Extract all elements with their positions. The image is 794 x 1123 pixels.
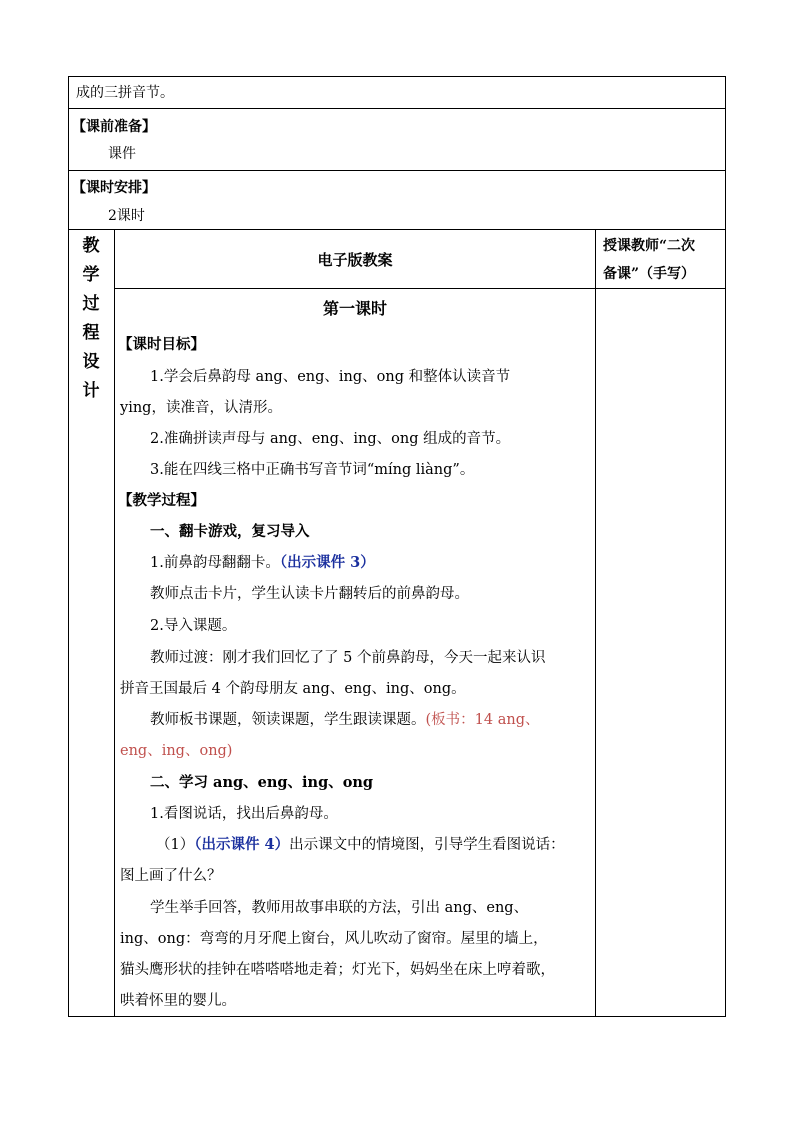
schedule-content: 2课时	[108, 208, 145, 224]
s2-item-1-line-1	[156, 835, 565, 855]
s1-item-2: 2.导入课题。	[150, 618, 237, 634]
process-heading: 【教学过程】	[118, 492, 205, 509]
s2-item-1-text: 出示课文中的情境图，引导学生看图说话：	[289, 837, 565, 853]
schedule-heading: 【课时安排】	[72, 180, 156, 196]
s2-item-1-note: （出示课件 4）	[194, 836, 290, 853]
s1-item-1	[150, 553, 375, 573]
label-char-5: 设	[82, 352, 100, 372]
goal-1-line-2: ying，读准音，认清形。	[120, 400, 282, 416]
label-char-3: 过	[82, 294, 100, 314]
goals-heading: 【课时目标】	[118, 336, 205, 353]
intro-text: 成的三拼音节。	[76, 85, 174, 101]
s2-para-line-2: ing、ong：弯弯的月牙爬上窗台，风儿吹动了窗帘。屋里的墙上，	[120, 931, 548, 947]
s1-item-2-line-3-text: 教师板书课题，领读课题，学生跟读课题。	[150, 712, 426, 728]
row-schedule	[68, 170, 726, 230]
s1-item-1-text: 1.前鼻韵母翻翻卡。	[150, 555, 280, 571]
label-char-1: 教	[82, 236, 100, 256]
s1-item-2-line-2: 拼音王国最后 4 个韵母朋友 ang、eng、ing、ong。	[120, 681, 466, 697]
notes-column	[595, 288, 726, 1017]
prep-content: 课件	[108, 146, 136, 162]
label-char-6: 计	[82, 381, 100, 401]
s1-item-1-desc: 教师点击卡片，学生认读卡片翻转后的前鼻韵母。	[150, 586, 469, 602]
s2-item-1: 1.看图说话，找出后鼻韵母。	[150, 806, 338, 822]
goal-1-line-1: 1.学会后鼻韵母 ang、eng、ing、ong 和整体认读音节	[150, 369, 511, 385]
section-2-heading: 二、学习 ang、eng、ing、ong	[150, 774, 374, 791]
s1-item-1-note: （出示课件 3）	[279, 554, 375, 571]
label-column	[68, 229, 115, 1017]
header-right-line1: 授课教师“二次	[603, 238, 696, 254]
s2-para-line-3: 猫头鹰形状的挂钟在嗒嗒嗒地走着；灯光下，妈妈坐在床上哼着歌，	[120, 962, 555, 978]
s1-item-2-line-4: eng、ing、ong)	[120, 743, 233, 759]
goal-3: 3.能在四线三格中正确书写音节词“míng liàng”。	[150, 462, 475, 478]
s2-item-1-line-2: 图上画了什么？	[120, 868, 222, 884]
goal-2: 2.准确拼读声母与 ang、eng、ing、ong 组成的音节。	[150, 431, 511, 447]
s2-para-line-1: 学生举手回答，教师用故事串联的方法，引出 ang、eng、	[150, 900, 529, 916]
header-center-title: 电子版教案	[317, 251, 393, 269]
s2-para-line-4: 哄着怀里的婴儿。	[120, 993, 236, 1009]
s1-item-2-line-1: 教师过渡：刚才我们回忆了了 5 个前鼻韵母，今天一起来认识	[150, 650, 546, 666]
s1-item-2-line-3-note: (板书：14 ang、	[425, 712, 540, 728]
row-prep	[68, 108, 726, 171]
section-1-heading: 一、翻卡游戏，复习导入	[150, 523, 310, 540]
prep-heading: 【课前准备】	[72, 119, 156, 135]
s2-item-1-prefix: （1）	[156, 837, 195, 853]
header-right-line2: 备课”（手写）	[603, 266, 696, 282]
label-char-2: 学	[82, 265, 100, 285]
lesson-title: 第一课时	[322, 299, 387, 318]
s1-item-2-line-3	[150, 710, 539, 730]
label-char-4: 程	[82, 323, 100, 343]
